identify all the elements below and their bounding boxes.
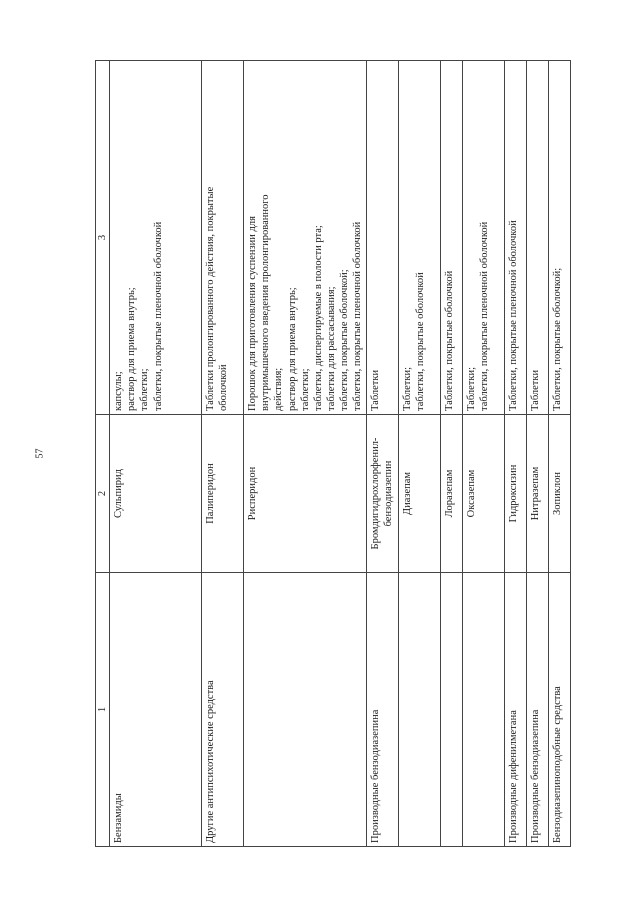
dosage-form-line: Таблетки, покрытые оболочкой; <box>551 267 563 411</box>
dosage-form-line: Таблетки, покрытые пленочной оболочкой <box>507 220 519 411</box>
header-cell-3: 3 <box>96 61 110 415</box>
dosage-forms-cell <box>110 61 202 415</box>
drug-name-cell: Сульпирид <box>110 415 202 573</box>
dosage-form-line: действия; <box>273 367 285 411</box>
dosage-form-line: Таблетки пролонгированного действия, покрытые <box>205 186 217 411</box>
dosage-forms-cell <box>462 61 504 415</box>
dosage-form-line: раствор для приема внутрь; <box>126 287 138 411</box>
dosage-forms-cell <box>367 61 398 415</box>
table-row <box>202 61 244 847</box>
table-row <box>398 61 440 847</box>
group-cell <box>398 573 440 847</box>
table-row <box>367 61 398 847</box>
dosage-form-line: Порошок для приготовления суспензии для <box>247 216 259 411</box>
drug-name-cell: Рисперидон <box>244 415 367 573</box>
group-cell <box>244 573 367 847</box>
group-cell: Бензамиды <box>110 573 202 847</box>
drug-name-cell: Диазепам <box>398 415 440 573</box>
dosage-form-line: таблетки, покрытые пленочной оболочкой <box>152 221 164 411</box>
rotated-table-container <box>95 61 563 847</box>
dosage-forms-cell <box>202 61 244 415</box>
dosage-form-line: таблетки, диспергируемые в полости рта; <box>312 225 324 411</box>
group-cell: Производные бензодиазепина <box>526 573 548 847</box>
dosage-form-line: таблетки, покрытые пленочной оболочкой <box>352 221 364 411</box>
dosage-form-line: Таблетки; <box>401 366 413 411</box>
table-row <box>110 61 202 847</box>
page-number: 57 <box>34 448 46 459</box>
dosage-forms-cell <box>244 61 367 415</box>
header-cell-1: 1 <box>96 573 110 847</box>
dosage-form-line: таблетки для рассасывания; <box>325 286 337 411</box>
drug-table <box>95 60 571 847</box>
dosage-form-line: таблетки, покрытые оболочкой <box>414 272 426 411</box>
dosage-form-line: таблетки; <box>139 368 151 411</box>
header-cell-2: 2 <box>96 415 110 573</box>
dosage-forms-cell <box>398 61 440 415</box>
dosage-form-line: таблетки, покрытые оболочкой; <box>339 269 350 411</box>
dosage-form-line: внутримышечного введения пролонгированного <box>260 194 272 411</box>
table-row <box>440 61 462 847</box>
group-cell: Производные бензодиазепина <box>367 573 398 847</box>
group-cell: Другие антипсихотические средства <box>202 573 244 847</box>
drug-name-cell: Гидроксизин <box>504 415 526 573</box>
drug-name-cell: Нитразепам <box>526 415 548 573</box>
table-row <box>504 61 526 847</box>
dosage-form-line: раствор для приема внутрь; <box>286 287 298 411</box>
dosage-form-line: Таблетки, покрытые оболочкой <box>443 270 455 411</box>
dosage-form-line: таблетки; <box>299 368 311 411</box>
dosage-form-line: капсулы; <box>113 371 125 411</box>
dosage-forms-cell <box>526 61 548 415</box>
group-cell <box>440 573 462 847</box>
group-cell: Бензодиазепиноподобные средства <box>548 573 570 847</box>
table-row <box>548 61 570 847</box>
dosage-forms-cell <box>504 61 526 415</box>
drug-name-cell: Оксазепам <box>462 415 504 573</box>
dosage-form-line: Таблетки <box>529 369 541 411</box>
group-cell: Производные дифенилметана <box>504 573 526 847</box>
dosage-forms-cell <box>440 61 462 415</box>
drug-name-cell: Бромдигидрохлорфенил-бензодиазепин <box>367 415 398 573</box>
table-row <box>244 61 367 847</box>
dosage-forms-cell <box>548 61 570 415</box>
dosage-form-line: таблетки, покрытые пленочной оболочкой <box>478 221 490 411</box>
table-header-row <box>96 61 110 847</box>
table-row <box>526 61 548 847</box>
group-cell <box>462 573 504 847</box>
dosage-form-line: Таблетки; <box>465 366 477 411</box>
drug-name-cell: Зопиклон <box>548 415 570 573</box>
drug-name-cell: Лоразепам <box>440 415 462 573</box>
dosage-form-line: Таблетки <box>370 369 382 411</box>
table-row <box>462 61 504 847</box>
dosage-form-line: оболочкой <box>218 364 230 411</box>
drug-name-cell: Палиперидон <box>202 415 244 573</box>
